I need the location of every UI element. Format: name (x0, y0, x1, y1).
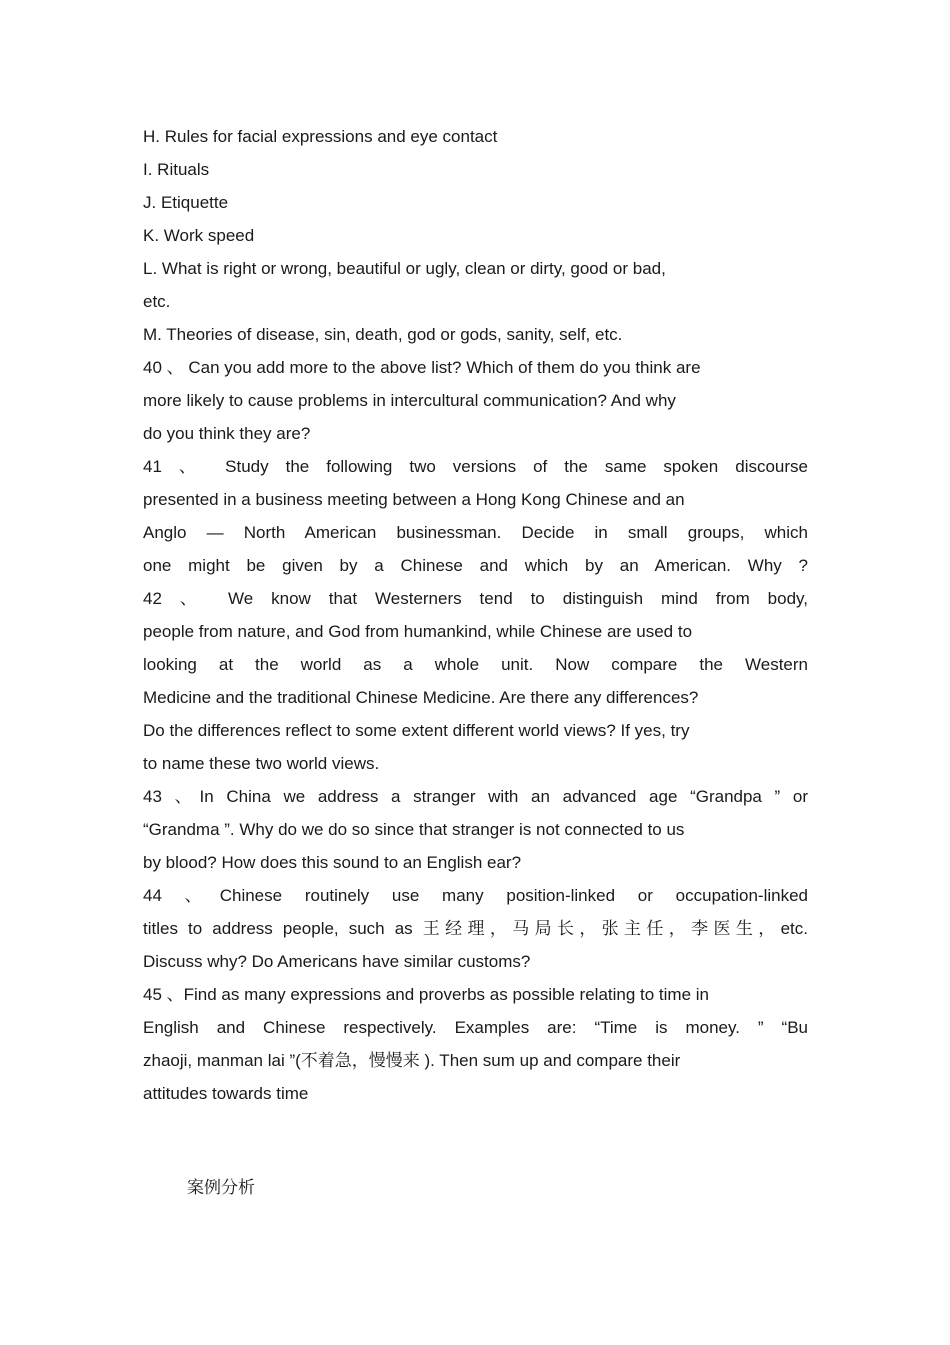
question-42-line-3: looking at the world as a whole unit. Now compare the Western (143, 655, 808, 674)
question-44-line-2: titles to address people, such as 王经理，马局长，张主任，李医生，etc. (143, 919, 808, 938)
question-42-line-1: 42 、 We know that Westerners tend to distinguish mind from body, (143, 589, 808, 608)
list-item-i: I. Rituals (143, 160, 210, 179)
question-43-line-3: by blood? How does this sound to an English ear? (143, 853, 522, 872)
question-40-line-3: do you think they are? (143, 424, 311, 443)
question-41-line-3: Anglo — North American businessman. Decide in small groups, which (143, 523, 808, 542)
question-45-line-1: 45 、Find as many expressions and proverbs as possible relating to time in (143, 985, 710, 1004)
question-list (143, 120, 808, 1110)
question-42-line-5: Do the differences reflect to some extent different world views? If yes, try (143, 721, 690, 740)
question-41-line-2: presented in a business meeting between a Hong Kong Chinese and an (143, 490, 685, 509)
list-item-h: H. Rules for facial expressions and eye contact (143, 127, 498, 146)
question-45-line-3: zhaoji, manman lai ”(不着急，慢慢来 ). Then sum up and compare their (143, 1051, 681, 1070)
question-42-line-4: Medicine and the traditional Chinese Medicine. Are there any differences? (143, 688, 699, 707)
question-45-line-2: English and Chinese respectively. Examples are: “Time is money. ” “Bu (143, 1018, 808, 1037)
question-44-line-3: Discuss why? Do Americans have similar customs? (143, 952, 531, 971)
question-43-line-2: “Grandma ”. Why do we do so since that stranger is not connected to us (143, 820, 685, 839)
question-42-line-2: people from nature, and God from humankind, while Chinese are used to (143, 622, 693, 641)
list-item-m: M. Theories of disease, sin, death, god or gods, sanity, self, etc. (143, 325, 623, 344)
question-40-line-1: 40 、 Can you add more to the above list? Which of them do you think are (143, 358, 701, 377)
question-43-line-1: 43 、In China we address a stranger with an advanced age “Grandpa ” or (143, 787, 808, 806)
question-45-line-4: attitudes towards time (143, 1084, 309, 1103)
question-40-line-2: more likely to cause problems in intercultural communication? And why (143, 391, 676, 410)
section-heading: 案例分析 (187, 1178, 255, 1198)
question-42-line-6: to name these two world views. (143, 754, 380, 773)
list-item-k: K. Work speed (143, 226, 255, 245)
question-44-line-1: 44 、Chinese routinely use many position-linked or occupation-linked (143, 886, 808, 905)
question-41-line-1: 41 、 Study the following two versions of the same spoken discourse (143, 457, 808, 476)
list-item-l: L. What is right or wrong, beautiful or ugly, clean or dirty, good or bad, (143, 259, 666, 278)
question-41-line-4: one might be given by a Chinese and which by an American. Why ? (143, 556, 808, 575)
list-item-l-continued: etc. (143, 292, 171, 311)
list-item-j: J. Etiquette (143, 193, 229, 212)
